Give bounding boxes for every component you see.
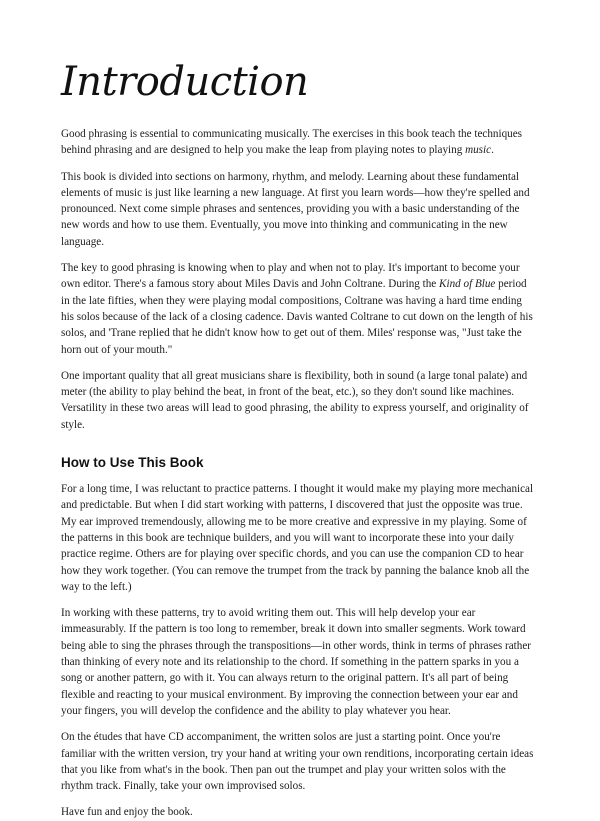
intro-paragraph-2: This book is divided into sections on harmony, rhythm, and melody. Learning about these fundamental elements of music is just like learning a new language. At first you learn words—how they're spelled and pronounced. Next come simple phrases and sentences, providing you with a basic understanding of the new words and how to use them. Eventually, you move into thinking and communicating in the new language. xyxy=(61,170,530,248)
intro-paragraph-3 xyxy=(61,260,536,358)
section-heading: How to Use This Book xyxy=(61,455,204,471)
intro-paragraph-3-text: The key to good phrasing is knowing when to play and when not to play. It's important to become your own editor. There's a famous story about Miles Davis and John Coltrane. During the xyxy=(61,262,520,291)
intro-paragraph-1-end: . xyxy=(491,144,494,157)
intro-paragraph-3-rest: period in the late fifties, when they were playing modal compositions, Coltrane was having a hard time ending his solos because of the lack of a closing cadence. Davis wanted Coltrane to cut down on the length of his solos, and 'Trane replied that he didn't know how to get out of them. Miles' response was, "Just take the horn out of your mouth." xyxy=(61,278,533,356)
intro-paragraph-4: One important quality that all great musicians share is flexibility, both in sound (a large tonal palate) and meter (the ability to play behind the beat, in front of the beat, etc.), so they don't sound like machines. Versatility in these two areas will lead to good phrasing, the ability to express yourself, and originality of style. xyxy=(61,369,529,431)
album-title: Kind of Blue xyxy=(439,278,496,291)
intro-paragraph-1 xyxy=(61,126,536,159)
howto-paragraph-4: Have fun and enjoy the book. xyxy=(61,806,193,819)
howto-paragraph-1: For a long time, I was reluctant to practice patterns. I thought it would make my playing more mechanical and predictable. But when I did start working with patterns, I discovered that just the opposite was true. My ear improved tremendously, allowing me to be more creative and expressive in my playing. Some of the patterns in this book are technique builders, and you will want to incorporate these into your daily practice regime. Others are for playing over specific chords, and you can use the companion CD to hear how they work together. (You can remove the trumpet from the track by panning the balance knob all the way to the left.) xyxy=(61,483,534,593)
howto-paragraph-3: On the études that have CD accompaniment, the written solos are just a starting point. Once you're familiar with the written version, try your hand at writing your own renditions, incorporating certain ideas that you like from what's in the book. Then pan out the trumpet and play your written solos with the rhythm track. Finally, take your own improvised solos. xyxy=(61,731,534,793)
intro-paragraph-1-text: Good phrasing is essential to communicating musically. The exercises in this book teach the techniques behind phrasing and are designed to help you make the leap from playing notes to playing xyxy=(61,128,522,157)
howto-paragraph-2: In working with these patterns, try to avoid writing them out. This will help develop your ear immeasurably. If the pattern is too long to remember, break it down into smaller segments. Work toward being able to sing the phrases through the transpositions—in other words, think in terms of phrases rather than thinking of every note and its relationship to the chord. If something in the pattern sparks in you a song or another pattern, go with it. You can always return to the original pattern. It's all part of being flexible and reacting to your musical environment. By improving the connection between your ear and your fingers, you will develop the confidence and the ability to play whatever you hear. xyxy=(61,607,531,717)
page-title: Introduction xyxy=(61,59,309,105)
intro-paragraph-1-emphasis: music xyxy=(465,144,492,157)
